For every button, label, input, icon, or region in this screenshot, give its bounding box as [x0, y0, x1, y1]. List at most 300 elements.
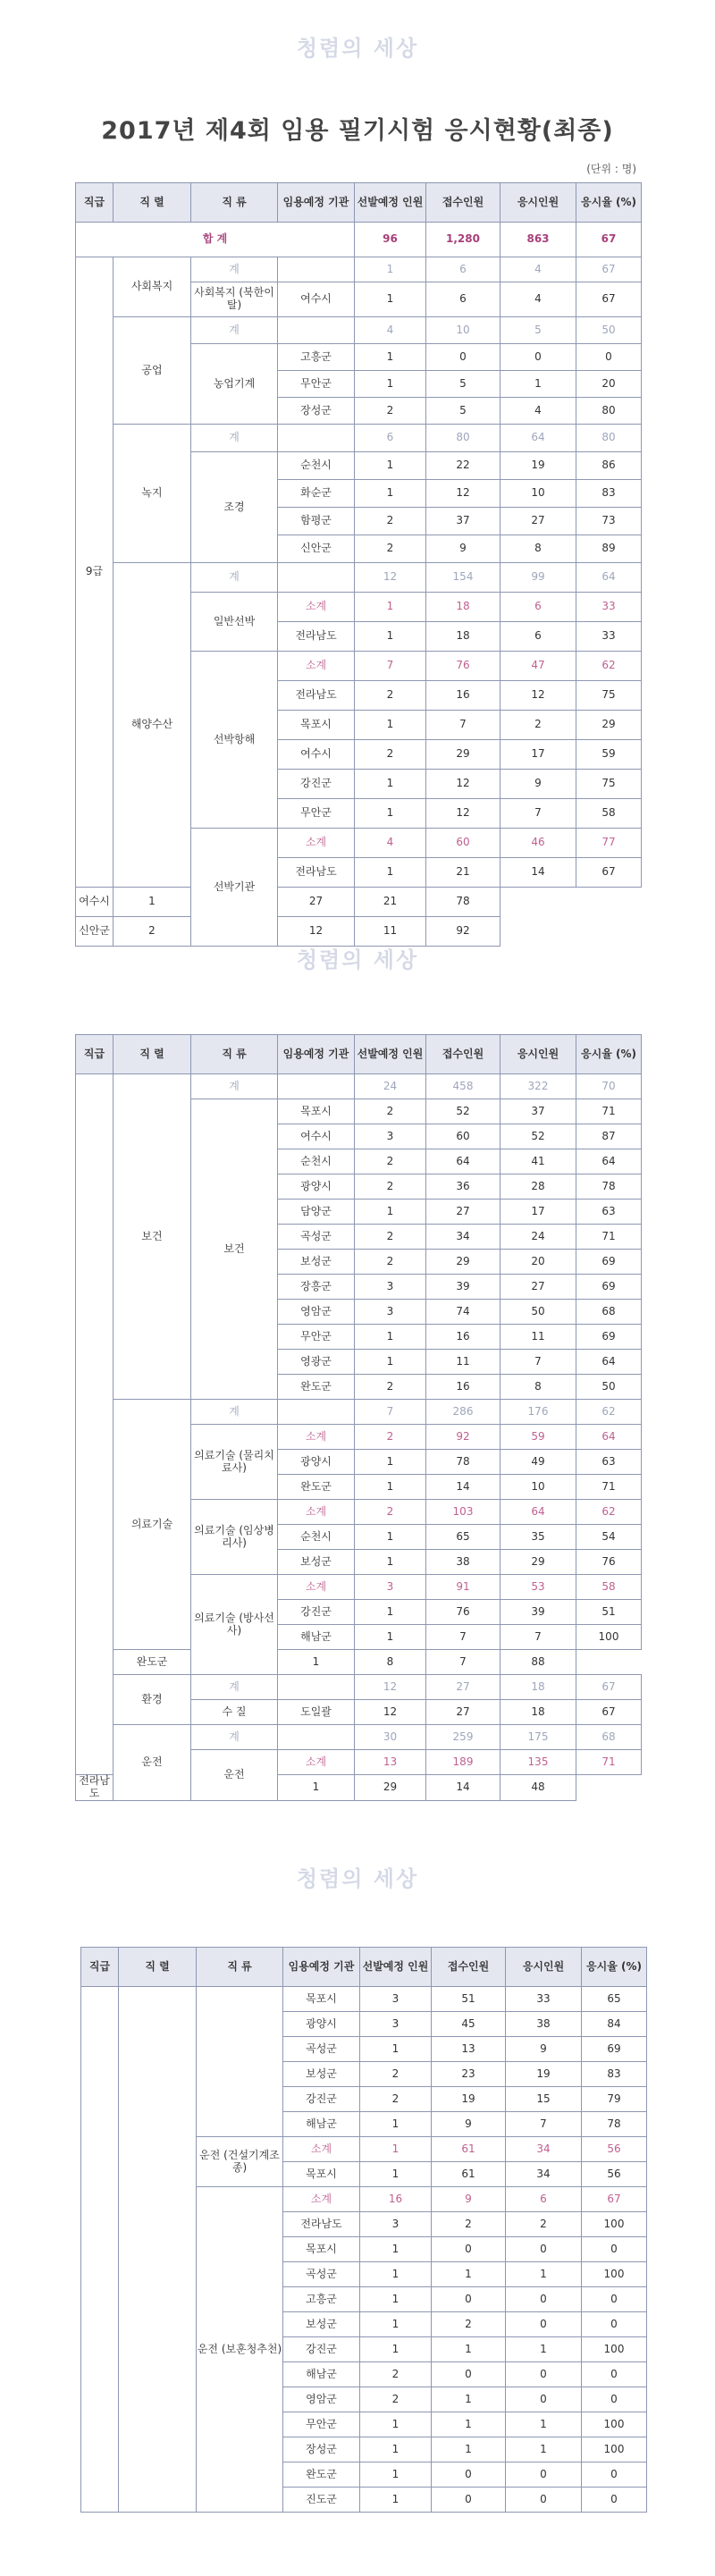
gye-took: 99	[500, 563, 576, 593]
agency-cell: 강진군	[278, 770, 355, 799]
took-cell: 34	[506, 2162, 582, 2187]
applied-cell: 64	[426, 1149, 500, 1174]
agency-cell	[278, 563, 355, 593]
applied-cell: 29	[426, 740, 500, 770]
took-cell: 8	[500, 1375, 576, 1400]
gye-selected: 12	[355, 1675, 426, 1700]
kind-cell: 선박기관	[191, 829, 278, 947]
rate-cell: 0	[582, 2312, 647, 2337]
agency-cell: 무안군	[278, 799, 355, 829]
gye-took: 18	[500, 1675, 576, 1700]
applied-cell: 16	[426, 1325, 500, 1350]
agency-cell: 해남군	[283, 2112, 360, 2137]
gye-applied: 154	[426, 563, 500, 593]
agency-cell: 여수시	[278, 740, 355, 770]
took-cell: 0	[506, 2362, 582, 2387]
kind-cell	[197, 1987, 283, 2137]
applied-cell: 21	[426, 858, 500, 888]
header-series: 직 렬	[114, 183, 191, 223]
gye-took: 4	[500, 257, 576, 282]
agency-cell: 곡성군	[283, 2037, 360, 2062]
gye-label: 계	[191, 1400, 278, 1425]
applied-cell: 52	[426, 1099, 500, 1124]
selected-cell: 1	[355, 344, 426, 371]
sogye-applied: 9	[432, 2187, 506, 2212]
took-cell: 0	[506, 2287, 582, 2312]
rate-cell: 69	[582, 2037, 647, 2062]
sogye-applied: 61	[432, 2137, 506, 2162]
agency-cell: 영암군	[283, 2387, 360, 2412]
rate-cell: 20	[576, 371, 642, 398]
gye-rate: 67	[576, 1675, 642, 1700]
applied-cell: 27	[426, 1700, 500, 1725]
applied-cell: 39	[426, 1275, 500, 1300]
agency-cell: 강진군	[278, 1600, 355, 1625]
applied-cell: 1	[432, 2437, 506, 2462]
series-cell	[119, 1987, 197, 2513]
took-cell: 12	[500, 681, 576, 711]
applied-cell: 38	[426, 1550, 500, 1575]
took-cell: 0	[506, 2387, 582, 2412]
agency-cell: 전라남도	[278, 681, 355, 711]
series-cell: 운전	[114, 1725, 191, 1801]
header-series: 직 렬	[119, 1948, 197, 1987]
rate-cell: 100	[582, 2262, 647, 2287]
agency-cell: 순천시	[278, 1149, 355, 1174]
rate-cell: 0	[582, 2287, 647, 2312]
agency-cell: 완도군	[278, 1375, 355, 1400]
table-page-2	[75, 1034, 642, 1801]
table-row	[76, 425, 642, 452]
header-rate: 응시율 (%)	[576, 183, 642, 223]
gye-label: 계	[191, 317, 278, 344]
sogye-took: 53	[500, 1575, 576, 1600]
gye-label: 계	[191, 257, 278, 282]
applied-cell: 22	[426, 452, 500, 480]
rate-cell: 80	[576, 398, 642, 425]
sogye-took: 47	[500, 652, 576, 681]
rate-cell: 33	[576, 622, 642, 652]
took-cell: 28	[500, 1174, 576, 1200]
took-cell: 7	[426, 1650, 500, 1675]
table-page-1	[75, 182, 642, 947]
agency-cell: 목포시	[278, 711, 355, 740]
series-cell: 환경	[114, 1675, 191, 1725]
series-cell: 해양수산	[114, 563, 191, 888]
header-applied: 접수인원	[426, 183, 500, 223]
took-cell: 15	[506, 2087, 582, 2112]
agency-cell: 영암군	[278, 1300, 355, 1325]
agency-cell: 순천시	[278, 452, 355, 480]
sogye-selected: 16	[360, 2187, 432, 2212]
took-cell: 50	[500, 1300, 576, 1325]
selected-cell: 2	[355, 508, 426, 535]
applied-cell: 12	[426, 770, 500, 799]
selected-cell: 1	[114, 888, 191, 917]
took-cell: 7	[506, 2112, 582, 2137]
rate-cell: 64	[576, 1350, 642, 1375]
gye-rate: 62	[576, 1400, 642, 1425]
sogye-rate: 62	[576, 652, 642, 681]
selected-cell: 1	[360, 2287, 432, 2312]
gye-applied: 10	[426, 317, 500, 344]
kind-cell: 의료기술 (방사선사)	[191, 1575, 278, 1675]
took-cell: 18	[500, 1700, 576, 1725]
applied-cell: 65	[426, 1525, 500, 1550]
gye-selected: 24	[355, 1074, 426, 1099]
rate-cell: 78	[426, 888, 500, 917]
sogye-rate: 67	[582, 2187, 647, 2212]
header-selected: 선발예정 인원	[360, 1948, 432, 1987]
took-cell: 1	[506, 2262, 582, 2287]
header-agency: 임용예정 기관	[278, 183, 355, 223]
header-agency: 임용예정 기관	[278, 1035, 355, 1074]
sogye-rate: 64	[576, 1425, 642, 1450]
selected-cell: 2	[355, 1149, 426, 1174]
sogye-took: 59	[500, 1425, 576, 1450]
took-cell: 4	[500, 398, 576, 425]
took-cell: 7	[500, 799, 576, 829]
agency-cell: 신안군	[76, 917, 114, 947]
gye-selected: 7	[355, 1400, 426, 1425]
applied-cell: 0	[432, 2488, 506, 2513]
gye-rate: 80	[576, 425, 642, 452]
selected-cell: 1	[355, 1550, 426, 1575]
kind-cell: 사회복지 (북한이탈)	[191, 282, 278, 317]
sogye-took: 6	[506, 2187, 582, 2212]
gye-rate: 64	[576, 563, 642, 593]
header-rate: 응시율 (%)	[576, 1035, 642, 1074]
rate-cell: 73	[576, 508, 642, 535]
rate-cell: 69	[576, 1250, 642, 1275]
took-cell: 4	[500, 282, 576, 317]
series-cell: 의료기술	[114, 1400, 191, 1650]
took-cell: 33	[506, 1987, 582, 2012]
applied-cell: 76	[426, 1600, 500, 1625]
applied-cell: 0	[432, 2362, 506, 2387]
sogye-selected: 2	[355, 1500, 426, 1525]
applied-cell: 18	[426, 622, 500, 652]
took-cell: 24	[500, 1225, 576, 1250]
table-row	[76, 1074, 642, 1099]
took-cell: 21	[355, 888, 426, 917]
selected-cell: 3	[360, 2012, 432, 2037]
selected-cell: 1	[278, 1775, 355, 1801]
rate-cell: 75	[576, 770, 642, 799]
applied-cell: 0	[432, 2237, 506, 2262]
applied-cell: 29	[426, 1250, 500, 1275]
selected-cell: 1	[355, 1450, 426, 1475]
agency-cell: 강진군	[283, 2087, 360, 2112]
selected-cell: 1	[355, 858, 426, 888]
agency-cell: 장성군	[283, 2437, 360, 2462]
applied-cell: 1	[432, 2262, 506, 2287]
kind-cell: 의료기술 (임상병리사)	[191, 1500, 278, 1575]
table-row	[76, 563, 642, 593]
applied-cell: 45	[432, 2012, 506, 2037]
selected-cell: 2	[355, 1174, 426, 1200]
table-row	[76, 888, 642, 917]
agency-cell: 신안군	[278, 535, 355, 563]
table-row	[76, 1650, 642, 1675]
sogye-rate: 33	[576, 593, 642, 622]
agency-cell: 무안군	[278, 1325, 355, 1350]
applied-cell: 1	[432, 2337, 506, 2362]
selected-cell: 1	[355, 1325, 426, 1350]
rate-cell: 0	[582, 2387, 647, 2412]
rate-cell: 71	[576, 1225, 642, 1250]
rate-cell: 88	[500, 1650, 576, 1675]
agency-cell: 목포시	[283, 2237, 360, 2262]
took-cell: 1	[506, 2337, 582, 2362]
header-kind: 직 류	[191, 183, 278, 223]
took-cell: 20	[500, 1250, 576, 1275]
agency-cell: 순천시	[278, 1525, 355, 1550]
sogye-applied: 103	[426, 1500, 500, 1525]
header-row	[81, 1948, 647, 1987]
total-rate: 67	[576, 223, 642, 257]
selected-cell: 1	[355, 371, 426, 398]
sogye-label: 소계	[278, 1575, 355, 1600]
rate-cell: 48	[500, 1775, 576, 1801]
agency-cell: 장흥군	[278, 1275, 355, 1300]
rate-cell: 63	[576, 1450, 642, 1475]
rate-cell: 89	[576, 535, 642, 563]
agency-cell: 목포시	[283, 1987, 360, 2012]
gye-selected: 12	[355, 563, 426, 593]
agency-cell: 광양시	[283, 2012, 360, 2037]
grade-cell	[81, 1987, 119, 2513]
gye-label: 계	[191, 425, 278, 452]
sogye-selected: 1	[360, 2137, 432, 2162]
agency-cell: 전라남도	[76, 1775, 114, 1801]
rate-cell: 67	[576, 1700, 642, 1725]
sogye-took: 6	[500, 593, 576, 622]
rate-cell: 86	[576, 452, 642, 480]
selected-cell: 1	[360, 2162, 432, 2187]
applied-cell: 6	[426, 282, 500, 317]
gye-selected: 4	[355, 317, 426, 344]
gye-took: 175	[500, 1725, 576, 1750]
rate-cell: 50	[576, 1375, 642, 1400]
selected-cell: 12	[355, 1700, 426, 1725]
gye-label: 계	[191, 1074, 278, 1099]
gye-label: 계	[191, 563, 278, 593]
table-row	[81, 1987, 647, 2012]
agency-cell: 영광군	[278, 1350, 355, 1375]
selected-cell: 3	[355, 1275, 426, 1300]
rate-cell: 83	[582, 2062, 647, 2087]
agency-cell: 완도군	[283, 2462, 360, 2488]
applied-cell: 60	[426, 1124, 500, 1149]
sogye-label: 소계	[278, 1500, 355, 1525]
agency-cell: 보성군	[283, 2062, 360, 2087]
rate-cell: 65	[582, 1987, 647, 2012]
took-cell: 14	[500, 858, 576, 888]
series-cell: 녹지	[114, 425, 191, 563]
agency-cell: 강진군	[283, 2337, 360, 2362]
agency-cell: 고흥군	[278, 344, 355, 371]
header-row	[76, 183, 642, 223]
applied-cell: 29	[355, 1775, 426, 1801]
gye-selected: 30	[355, 1725, 426, 1750]
gye-rate: 70	[576, 1074, 642, 1099]
took-cell: 7	[500, 1350, 576, 1375]
took-cell: 1	[506, 2412, 582, 2437]
selected-cell: 1	[355, 1475, 426, 1500]
rate-cell: 71	[576, 1475, 642, 1500]
selected-cell: 2	[355, 681, 426, 711]
table-row	[76, 1400, 642, 1425]
selected-cell: 1	[355, 711, 426, 740]
rate-cell: 56	[582, 2162, 647, 2187]
header-applied: 접수인원	[426, 1035, 500, 1074]
applied-cell: 12	[278, 917, 355, 947]
table-row	[76, 317, 642, 344]
agency-cell	[278, 1675, 355, 1700]
took-cell: 10	[500, 480, 576, 508]
applied-cell: 27	[426, 1200, 500, 1225]
agency-cell: 보성군	[278, 1250, 355, 1275]
gye-label: 계	[191, 1675, 278, 1700]
applied-cell: 1	[432, 2412, 506, 2437]
agency-cell: 목포시	[283, 2162, 360, 2187]
selected-cell: 2	[355, 1375, 426, 1400]
took-cell: 0	[506, 2488, 582, 2513]
agency-cell: 해남군	[283, 2362, 360, 2387]
selected-cell: 1	[360, 2437, 432, 2462]
gye-took: 5	[500, 317, 576, 344]
grade-cell	[76, 1074, 114, 1775]
selected-cell: 2	[114, 917, 191, 947]
table-row	[76, 1725, 642, 1750]
unit-label: (단위 : 명)	[586, 163, 636, 175]
rate-cell: 69	[576, 1275, 642, 1300]
agency-cell: 곡성군	[283, 2262, 360, 2287]
applied-cell: 0	[432, 2462, 506, 2488]
sogye-label: 소계	[283, 2187, 360, 2212]
took-cell: 1	[500, 371, 576, 398]
watermark-logo: 청렴의 세상	[296, 1865, 419, 1891]
gye-selected: 1	[355, 257, 426, 282]
took-cell: 19	[500, 452, 576, 480]
rate-cell: 76	[576, 1550, 642, 1575]
selected-cell: 1	[355, 1600, 426, 1625]
sogye-took: 46	[500, 829, 576, 858]
selected-cell: 1	[355, 1625, 426, 1650]
sogye-rate: 71	[576, 1750, 642, 1775]
gye-applied: 27	[426, 1675, 500, 1700]
applied-cell: 78	[426, 1450, 500, 1475]
sogye-applied: 76	[426, 652, 500, 681]
header-series: 직 렬	[114, 1035, 191, 1074]
took-cell: 11	[355, 917, 426, 947]
sogye-label: 소계	[278, 593, 355, 622]
sogye-rate: 77	[576, 829, 642, 858]
selected-cell: 2	[355, 1250, 426, 1275]
rate-cell: 100	[582, 2437, 647, 2462]
sogye-selected: 1	[355, 593, 426, 622]
gye-selected: 6	[355, 425, 426, 452]
rate-cell: 54	[576, 1525, 642, 1550]
selected-cell: 1	[360, 2262, 432, 2287]
applied-cell: 51	[432, 1987, 506, 2012]
agency-cell: 고흥군	[283, 2287, 360, 2312]
header-row	[76, 1035, 642, 1074]
agency-cell: 장성군	[278, 398, 355, 425]
gye-took: 176	[500, 1400, 576, 1425]
agency-cell: 목포시	[278, 1099, 355, 1124]
agency-cell: 담양군	[278, 1200, 355, 1225]
agency-cell: 여수시	[278, 1124, 355, 1149]
rate-cell: 67	[576, 282, 642, 317]
kind-cell: 운전 (보훈청추천)	[197, 2187, 283, 2513]
applied-cell: 11	[426, 1350, 500, 1375]
rate-cell: 100	[582, 2337, 647, 2362]
gye-applied: 6	[426, 257, 500, 282]
agency-cell: 여수시	[76, 888, 114, 917]
agency-cell	[278, 257, 355, 282]
applied-cell: 0	[432, 2287, 506, 2312]
applied-cell: 37	[426, 508, 500, 535]
applied-cell: 23	[432, 2062, 506, 2087]
applied-cell: 13	[432, 2037, 506, 2062]
header-kind: 직 류	[197, 1948, 283, 1987]
selected-cell: 1	[360, 2488, 432, 2513]
rate-cell: 64	[576, 1149, 642, 1174]
series-cell: 사회복지	[114, 257, 191, 317]
gye-rate: 50	[576, 317, 642, 344]
selected-cell: 1	[355, 480, 426, 508]
gye-took: 322	[500, 1074, 576, 1099]
header-took: 응시인원	[500, 1035, 576, 1074]
selected-cell: 1	[355, 1350, 426, 1375]
took-cell: 6	[500, 622, 576, 652]
sogye-applied: 60	[426, 829, 500, 858]
agency-cell: 광양시	[278, 1174, 355, 1200]
table-page-3	[80, 1947, 647, 2513]
agency-cell: 곡성군	[278, 1225, 355, 1250]
sogye-selected: 4	[355, 829, 426, 858]
sogye-label: 소계	[278, 652, 355, 681]
applied-cell: 5	[426, 371, 500, 398]
applied-cell: 74	[426, 1300, 500, 1325]
series-cell: 공업	[114, 317, 191, 425]
took-cell: 17	[500, 740, 576, 770]
gye-rate: 68	[576, 1725, 642, 1750]
sogye-rate: 62	[576, 1500, 642, 1525]
rate-cell: 69	[576, 1325, 642, 1350]
rate-cell: 0	[582, 2462, 647, 2488]
selected-cell: 1	[355, 1525, 426, 1550]
rate-cell: 58	[576, 799, 642, 829]
grade-cell: 9급	[76, 257, 114, 888]
rate-cell: 0	[582, 2488, 647, 2513]
selected-cell: 1	[355, 1200, 426, 1225]
selected-cell: 2	[355, 1225, 426, 1250]
applied-cell: 36	[426, 1174, 500, 1200]
took-cell: 9	[500, 770, 576, 799]
sogye-applied: 18	[426, 593, 500, 622]
selected-cell: 1	[355, 282, 426, 317]
selected-cell: 1	[360, 2412, 432, 2437]
selected-cell: 2	[355, 535, 426, 563]
applied-cell: 8	[355, 1650, 426, 1675]
took-cell: 1	[506, 2437, 582, 2462]
applied-cell: 16	[426, 1375, 500, 1400]
header-applied: 접수인원	[432, 1948, 506, 1987]
took-cell: 52	[500, 1124, 576, 1149]
